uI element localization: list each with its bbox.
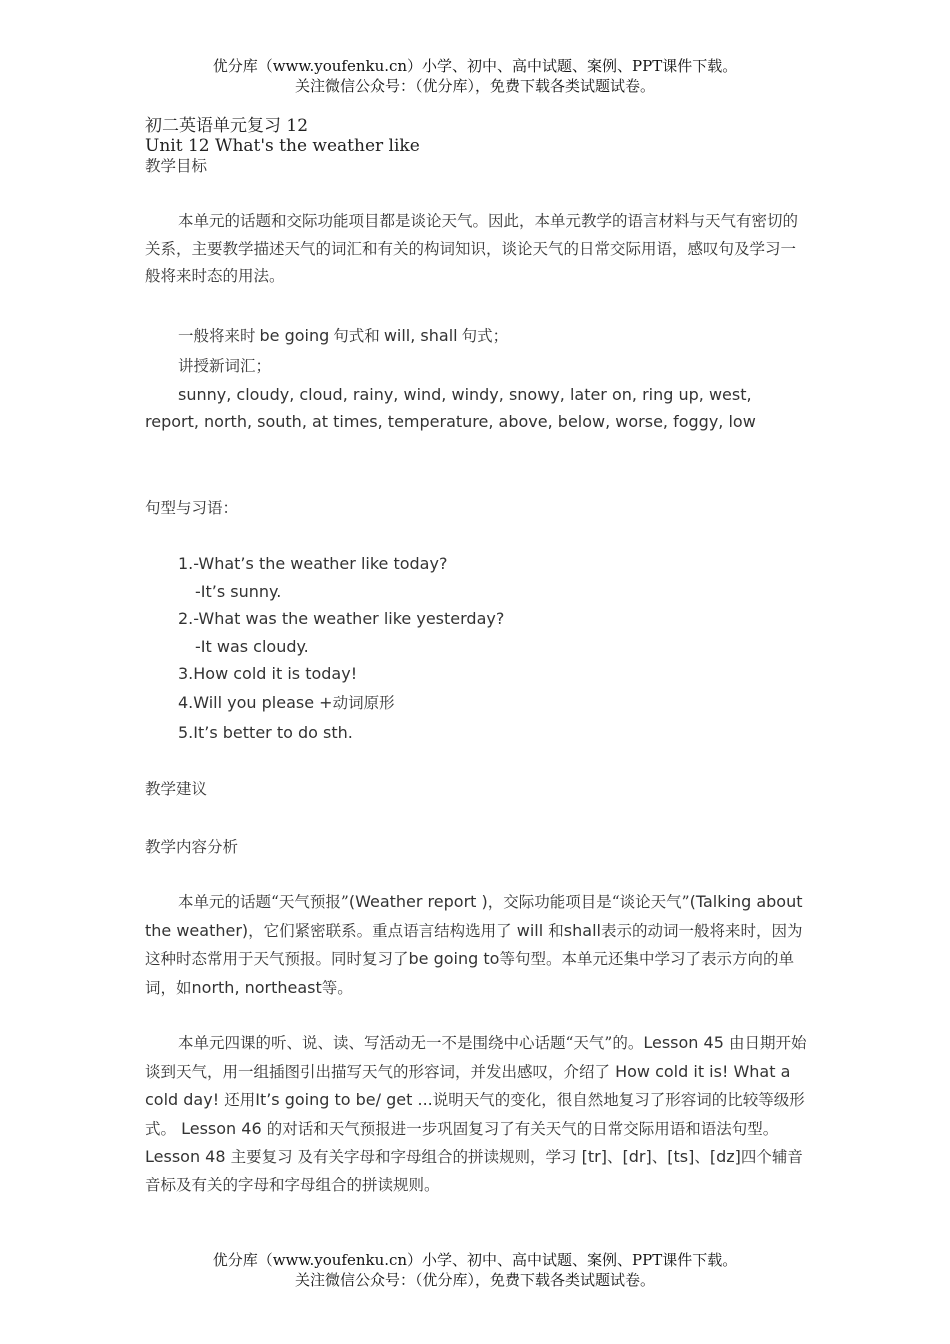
pattern-item: 3.How cold it is today! <box>178 664 358 683</box>
para2-en-0: (Weather report ) <box>348 892 488 911</box>
para3-cn-9: 四个辅音音标及有关的字母和字母组合的拼读规则。 <box>145 1148 803 1194</box>
intro-paragraph: 本单元的话题和交际功能项目都是谈论天气。因此，本单元教学的语言材料与天气有密切的关系，主要教学描述天气的词汇和有关的构词知识，谈论天气的日常交际用语，感叹句及学习一般将来时态的用法。 <box>145 212 799 285</box>
patterns-list <box>145 550 810 747</box>
page-footer <box>0 1250 950 1290</box>
pattern-item: 2.-What was the weather like yesterday? <box>178 609 505 628</box>
analysis-paragraph-2 <box>145 1029 810 1199</box>
vocab-line-1: sunny, cloudy, cloud, rainy, wind, windy, snowy, later on, ring up, west, <box>178 385 752 404</box>
para3-cn-4: 的对话和天气预报进一步巩固复习了有关天气的日常交际用语和语法句型。 <box>266 1119 779 1138</box>
grammar-text-2: be going <box>259 326 330 345</box>
section-suggestions: 教学建议 <box>145 780 208 798</box>
pattern-4-chinese: 动词原形 <box>332 693 395 712</box>
grammar-vocab-block <box>145 322 810 435</box>
pattern-item <box>145 688 810 719</box>
para2-cn-5: 等句型。本单元还集中学习了表示方向的单词，如 <box>145 950 794 997</box>
para2-cn-3: 和 <box>548 921 564 940</box>
grammar-text-4: will, shall <box>383 326 458 345</box>
para2-cn-1: ，交际功能项目是“谈论天气” <box>487 893 690 911</box>
footer-line-1: 优分库（www.youfenku.cn）小学、初中、高中试题、案例、PPT课件下载。 <box>212 1251 738 1269</box>
para2-en-4: be going to <box>408 949 500 968</box>
para2-cn-2: ，它们紧密联系。重点语言结构选用了 <box>248 921 512 940</box>
para3-cn-3: 说明天气的变化，很自然地复习了形容词的比较等级形式。 <box>145 1091 805 1138</box>
title-chinese: 初二英语单元复习 12 <box>145 116 309 136</box>
header-line-2: 关注微信公众号：（优分库），免费下载各类试题试卷。 <box>294 77 655 95</box>
footer-line-2: 关注微信公众号：（优分库），免费下载各类试题试卷。 <box>294 1271 655 1289</box>
para3-en-8: [dz] <box>709 1147 741 1166</box>
vocab-line-2: report, north, south, at times, temperature, above, below, worse, foggy, low <box>145 412 756 431</box>
grammar-line <box>145 322 810 351</box>
para2-cn-6: 等。 <box>321 978 353 997</box>
para3-cn-6: 、 <box>606 1148 623 1166</box>
analysis-paragraph-1 <box>145 888 810 1002</box>
para2-en-5: north, northeast <box>191 977 322 997</box>
para3-en-7: [ts] <box>667 1147 695 1166</box>
section-patterns: 句型与习语： <box>145 499 239 517</box>
para3-cn-8: 、 <box>694 1148 710 1166</box>
grammar-text-5: 句式； <box>461 327 509 345</box>
para3-en-5: [tr] <box>576 1147 607 1166</box>
page-header <box>0 56 950 96</box>
para2-cn-0: 本单元的话题“天气预报” <box>178 893 349 911</box>
pattern-item: 5.It’s better to do sth. <box>178 722 353 742</box>
para3-en-0: Lesson 45 <box>643 1033 729 1052</box>
pattern-item: 1.-What’s the weather like today? <box>178 554 448 573</box>
header-line-1: 优分库（www.youfenku.cn）小学、初中、高中试题、案例、PPT课件下载。 <box>212 57 738 75</box>
para3-cn-1: 由日期开始谈到天气，用一组插图引出描写天气的形容词，并发出感叹，介绍了 <box>145 1034 807 1081</box>
para3-cn-5: 主要复习 及有关字母和字母组合的拼读规则，学习 <box>230 1148 577 1166</box>
para3-en-1: How cold it is! What a cold day! <box>145 1061 791 1109</box>
para3-cn-2: 还用 <box>224 1091 256 1109</box>
para2-en-2: will <box>511 920 549 940</box>
para3-cn-0: 本单元四课的听、说、读、写活动无一不是围绕中心话题“天气”的。 <box>178 1034 644 1052</box>
para3-en-6: [dr] <box>622 1147 652 1166</box>
document-title-block <box>145 116 810 176</box>
pattern-4-english: 4.Will you please + <box>178 692 333 712</box>
section-objectives: 教学目标 <box>145 157 208 175</box>
para3-cn-7: 、 <box>651 1148 668 1166</box>
para3-en-4: Lesson 48 <box>145 1147 231 1166</box>
grammar-text-3: 句式和 <box>333 327 380 345</box>
grammar-text-1: 一般将来时 <box>178 327 256 345</box>
pattern-item: -It was cloudy. <box>195 636 309 656</box>
title-english: Unit 12 What's the weather like <box>145 136 420 156</box>
para3-en-2: It’s going to be/ get ... <box>255 1090 433 1109</box>
section-analysis: 教学内容分析 <box>145 838 239 856</box>
para2-en-3: shall <box>563 920 601 940</box>
para2-cn-4: 表示的动词一般将来时，因为这种时态常用于天气预报。同时复习了 <box>145 921 803 968</box>
pattern-item: -It’s sunny. <box>195 581 282 601</box>
vocab-label: 讲授新词汇； <box>178 357 272 375</box>
para2-en-1: (Talking about the weather) <box>145 892 803 940</box>
para3-en-3: Lesson 46 <box>176 1118 267 1138</box>
